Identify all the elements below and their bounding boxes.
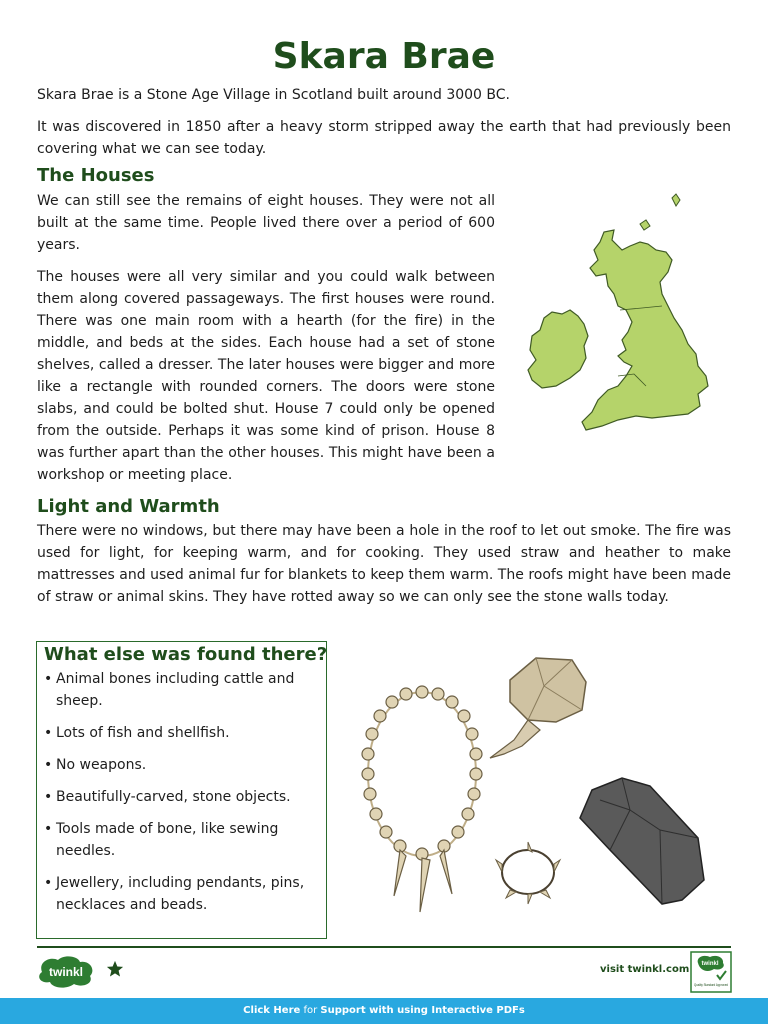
light-warmth-heading: Light and Warmth xyxy=(37,496,220,517)
page-title: Skara Brae xyxy=(272,36,496,77)
dark-stone-tool xyxy=(580,778,704,904)
great-britain-shape xyxy=(582,230,708,430)
houses-heading: The Houses xyxy=(37,165,155,186)
visit-link[interactable]: visit twinkl.com xyxy=(600,964,690,975)
small-necklace xyxy=(496,842,560,904)
list-item: • Animal bones including cattle and sheep. xyxy=(44,668,324,712)
intro-paragraph-1: Skara Brae is a Stone Age Village in Scotland built around 3000 BC. xyxy=(37,87,510,103)
support-bar[interactable] xyxy=(0,998,768,1024)
star-icon xyxy=(106,960,124,978)
bar-connector: for xyxy=(300,1005,321,1016)
intro-paragraph-2: It was discovered in 1850 after a heavy storm stripped away the earth that had previously been covering what we can see today. xyxy=(37,119,731,157)
houses-paragraph-2: The houses were all very similar and you could walk between them along covered passageways. The first houses were round. There was one main room with a hearth (for the fire) in the middle, and beds at the sides. Each house had a set of stone shelves, called a dresser. The later houses were bigger and more like a rectangle with rounded corners. The doors were stone slabs, and could be bolted shut. House 7 could only be opened from the outside. Perhaps it was some kind of prison. House 8 was further apart than the other houses. This might have been a workshop or meeting place. xyxy=(37,269,495,483)
ireland-shape xyxy=(528,310,588,388)
badge-caption: Quality Standard Approved xyxy=(694,983,729,987)
list-item: • Tools made of bone, like sewing needles. xyxy=(44,818,324,862)
twinkl-logo-text: twinkl xyxy=(48,965,84,979)
houses-paragraph-1: We can still see the remains of eight houses. They were not all built at the same time. People lived there over a period of 600 years. xyxy=(37,193,495,253)
list-item: • Jewellery, including pendants, pins, necklaces and beads. xyxy=(44,872,324,916)
artifacts-illustration xyxy=(360,650,740,930)
support-link[interactable]: Support with using Interactive PDFs xyxy=(320,1005,525,1016)
found-there-heading: What else was found there? xyxy=(44,644,328,665)
list-item: • Beautifully-carved, stone objects. xyxy=(44,786,324,808)
click-here-link[interactable]: Click Here xyxy=(243,1005,301,1016)
list-item: • Lots of fish and shellfish. xyxy=(44,722,324,744)
shetland-islands xyxy=(672,194,680,206)
badge-logo-text: twinkl xyxy=(701,961,719,967)
uk-ireland-map xyxy=(522,190,727,446)
orkney-islands xyxy=(640,220,650,230)
footer-divider xyxy=(37,946,731,948)
bead-necklace xyxy=(362,686,482,912)
light-warmth-paragraph: There were no windows, but there may have been a hole in the roof to let out smoke. The fire was used for light, for keeping warm, and for cooking. They used straw and heather to make mattresses and used animal fur for blankets to keep them warm. The roofs might have been made of straw or animal skins. They have rotted away so we can only see the stone walls today. xyxy=(37,523,731,605)
carved-stone-object xyxy=(490,658,586,758)
twinkl-logo[interactable] xyxy=(36,954,96,988)
found-list xyxy=(44,668,324,926)
list-item: • No weapons. xyxy=(44,754,324,776)
quality-badge-icon xyxy=(690,951,732,993)
